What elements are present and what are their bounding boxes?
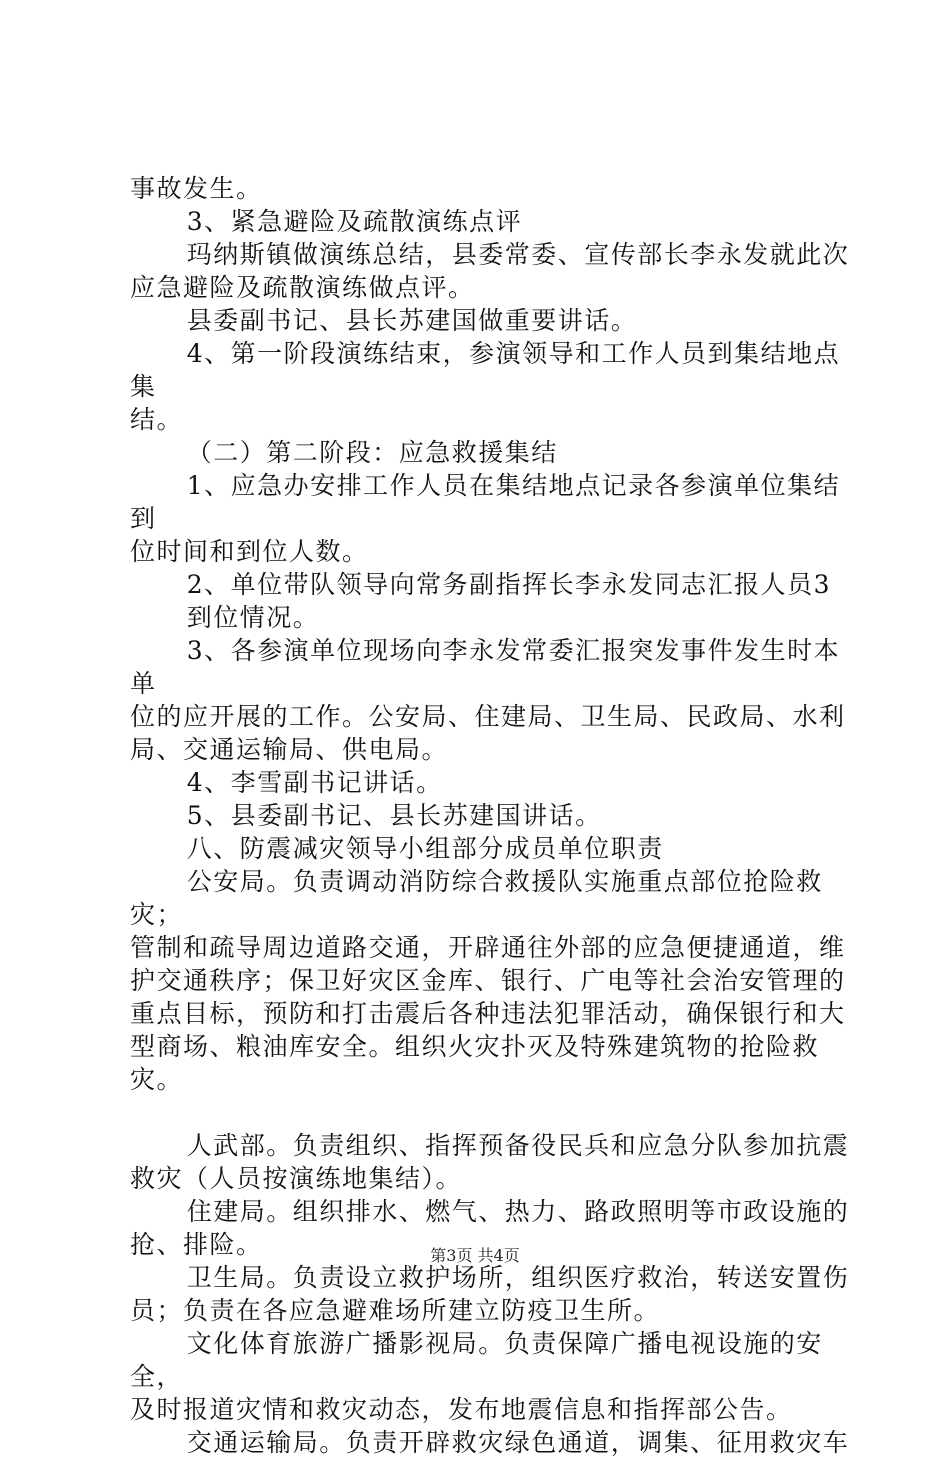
text-line: 人武部。负责组织、指挥预备役民兵和应急分队参加抗震 <box>130 1131 850 1160</box>
text-line: 4、李雪副书记讲话。 <box>130 768 443 797</box>
text-line: 及时报道灾情和救灾动态，发布地震信息和指挥部公告。 <box>130 1395 793 1424</box>
text-line: 救灾（人员按演练地集结）。 <box>130 1164 463 1193</box>
text-line: 3、各参演单位现场向李永发常委汇报突发事件发生时本单 <box>130 636 841 698</box>
text-line: 3、紧急避险及疏散演练点评 <box>130 207 523 236</box>
text-line: 4、第一阶段演练结束，参演领导和工作人员到集结地点集 <box>130 339 841 401</box>
text-line: 玛纳斯镇做演练总结，县委常委、宣传部长李永发就此次 <box>130 240 850 269</box>
text-line: 型商场、粮油库安全。组织火灾扑灭及特殊建筑物的抢险救灾。 <box>130 1032 820 1094</box>
blank-line <box>130 1096 850 1129</box>
text-line: 应急避险及疏散演练做点评。 <box>130 273 475 302</box>
text-line: 交通运输局。负责开辟救灾绿色通道，调集、征用救灾车 <box>130 1428 850 1457</box>
text-line: 护交通秩序；保卫好灾区金库、银行、广电等社会治安管理的 <box>130 966 846 995</box>
text-line: 公安局。负责调动消防综合救援队实施重点部位抢险救灾； <box>130 867 823 929</box>
text-line: 2、单位带队领导向常务副指挥长李永发同志汇报人员3 <box>130 570 832 599</box>
text-line: 5、县委副书记、县长苏建国讲话。 <box>130 801 602 830</box>
section-heading: 八、防震减灾领导小组部分成员单位职责 <box>130 834 664 863</box>
text-line: 县委副书记、县长苏建国做重要讲话。 <box>130 306 638 335</box>
text-line: 局、交通运输局、供电局。 <box>130 735 449 764</box>
text-line: 重点目标，预防和打击震后各种违法犯罪活动，确保银行和大 <box>130 999 846 1028</box>
text-line: 结。 <box>130 405 184 434</box>
text-line: 到位情况。 <box>130 603 320 632</box>
text-line: 文化体育旅游广播影视局。负责保障广播电视设施的安全， <box>130 1329 823 1391</box>
text-line: 住建局。组织排水、燃气、热力、路政照明等市政设施的 <box>130 1197 850 1226</box>
text-line: 事故发生。 <box>130 174 263 203</box>
text-line: 位时间和到位人数。 <box>130 537 369 566</box>
text-line: 管制和疏导周边道路交通，开辟通往外部的应急便捷通道，维 <box>130 933 846 962</box>
text-line: 卫生局。负责设立救护场所，组织医疗救治，转送安置伤 <box>130 1263 850 1292</box>
text-line: 位的应开展的工作。公安局、住建局、卫生局、民政局、水利 <box>130 702 846 731</box>
text-line: 1、应急办安排工作人员在集结地点记录各参演单位集结到 <box>130 471 841 533</box>
section-heading: （二）第二阶段：应急救援集结 <box>130 438 558 467</box>
text-line: 员；负责在各应急避难场所建立防疫卫生所。 <box>130 1296 661 1325</box>
text-line: 抢、排险。 <box>130 1230 263 1259</box>
page-number-footer: 第3页 共4页 <box>430 1246 520 1265</box>
